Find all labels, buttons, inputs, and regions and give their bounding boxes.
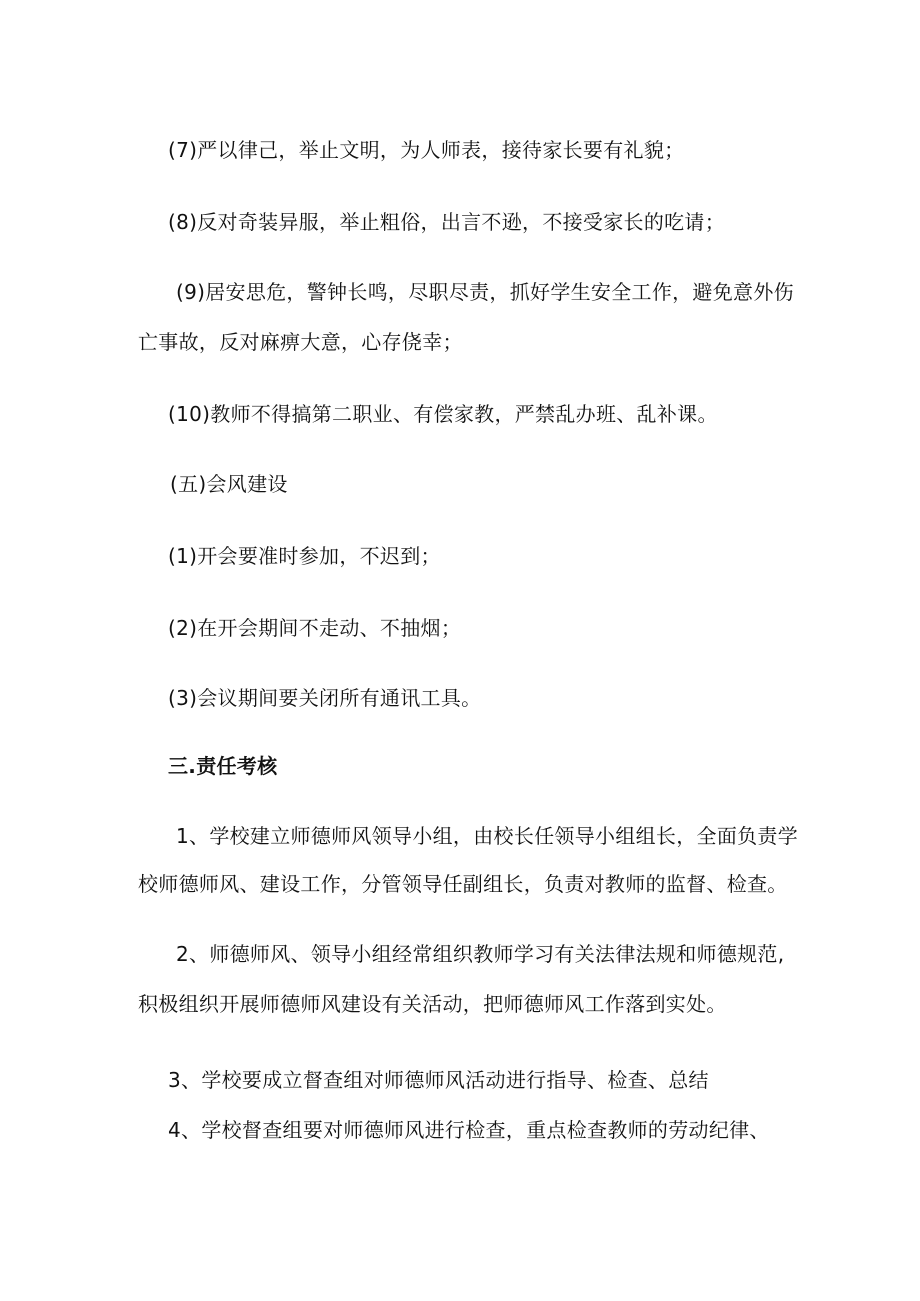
item-9-line-1: (9)居安思危，警钟长鸣，尽职尽责，抓好学生安全工作，避免意外伤 (176, 280, 794, 304)
item-9-line-2: 亡事故，反对麻痹大意，心存侥幸； (138, 330, 463, 354)
meeting-item-3: (3)会议期间要关闭所有通讯工具。 (168, 686, 482, 710)
responsibility-2-line-2: 积极组织开展师德师风建设有关活动，把师德师风工作落到实处。 (138, 992, 727, 1016)
responsibility-4: 4、学校督查组要对师德师风进行检查，重点检查教师的劳动纪律、 (168, 1118, 770, 1142)
responsibility-2-line-1: 2、师德师风、领导小组经常组织教师学习有关法律法规和师德规范, (176, 942, 785, 966)
item-8: (8)反对奇装异服，举止粗俗，出言不逊，不接受家长的吃请； (168, 210, 726, 234)
meeting-item-2: (2)在开会期间不走动、不抽烟； (168, 616, 462, 640)
section-meeting-style: (五)会风建设 (170, 472, 288, 496)
responsibility-1-line-2: 校师德师风、建设工作，分管领导任副组长，负责对教师的监督、检查。 (138, 872, 788, 896)
section-responsibility-heading: 三.责任考核 (168, 754, 278, 778)
item-7: (7)严以律己，举止文明，为人师表，接待家长要有礼貌； (168, 138, 685, 162)
item-10: (10)教师不得搞第二职业、有偿家教，严禁乱办班、乱补课。 (168, 402, 718, 426)
responsibility-3: 3、学校要成立督查组对师德师风活动进行指导、检查、总结 (168, 1068, 709, 1092)
meeting-item-1: (1)开会要准时参加，不迟到； (168, 544, 441, 568)
responsibility-1-line-1: 1、学校建立师德师风领导小组，由校长任领导小组组长，全面负责学 (176, 824, 799, 848)
